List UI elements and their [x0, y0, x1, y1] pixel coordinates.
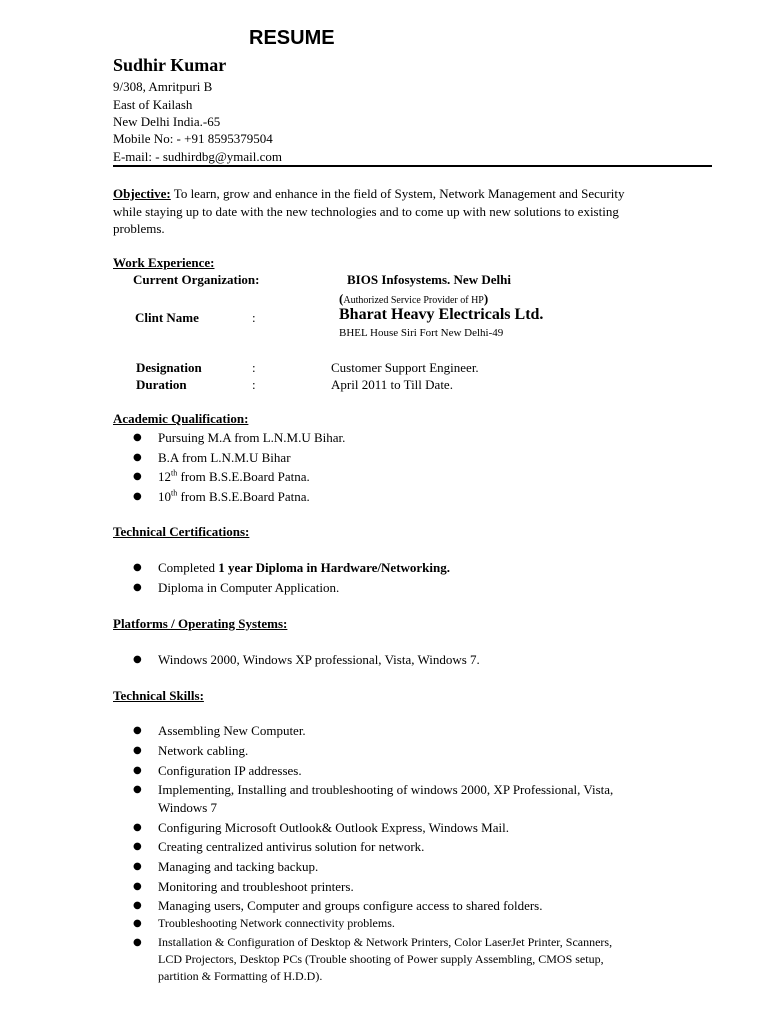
client-label: Clint Name [135, 310, 199, 325]
skill-item: Monitoring and troubleshoot printers. [158, 879, 354, 894]
skill-item-continued: LCD Projectors, Desktop PCs (Trouble shooting of Power supply Assembling, CMOS setup, [158, 952, 604, 966]
work-experience-heading: Work Experience: [113, 255, 215, 270]
designation-colon: : [252, 360, 256, 375]
certification-item: Completed 1 year Diploma in Hardware/Networking. [158, 560, 450, 575]
current-org-label: Current Organization: [133, 272, 260, 287]
skill-item-continued: Windows 7 [158, 800, 218, 815]
objective-text-1: To learn, grow and enhance in the field of System, Network Management and Security [170, 186, 625, 201]
bullet-icon: ● [133, 582, 142, 593]
skill-item-continued: partition & Formatting of H.D.D). [158, 969, 323, 983]
email-address: E-mail: - sudhirdbg@ymail.com [113, 149, 283, 164]
designation-value: Customer Support Engineer. [331, 360, 479, 375]
skills-heading: Technical Skills: [113, 688, 204, 703]
platforms-heading: Platforms / Operating Systems: [113, 616, 288, 631]
skill-item: Configuration IP addresses. [158, 763, 302, 778]
objective-line-3: problems. [113, 221, 165, 236]
objective-label: Objective: [113, 186, 171, 201]
mobile-number: Mobile No: - +91 8595379504 [113, 131, 273, 146]
certifications-heading: Technical Certifications: [113, 524, 250, 539]
bullet-icon: ● [133, 937, 142, 948]
bullet-icon: ● [133, 784, 142, 795]
certification-item: Diploma in Computer Application. [158, 580, 340, 595]
bullet-icon: ● [133, 918, 142, 929]
skill-item: Assembling New Computer. [158, 723, 306, 738]
academic-item: 10th from B.S.E.Board Patna. [158, 488, 310, 504]
skill-item: Network cabling. [158, 743, 249, 758]
bullet-icon: ● [133, 654, 142, 665]
skill-item: Troubleshooting Network connectivity problems. [158, 916, 395, 930]
objective-line-2: while staying up to date with the new technologies and to come up with new solutions to existing [113, 204, 619, 219]
objective-line-1 [113, 185, 624, 202]
bullet-icon: ● [133, 881, 142, 892]
address-line-2: East of Kailash [113, 97, 193, 112]
academic-heading: Academic Qualification: [113, 411, 249, 426]
skill-item: Implementing, Installing and troubleshooting of windows 2000, XP Professional, Vista, [158, 782, 614, 797]
client-address: BHEL House Siri Fort New Delhi-49 [339, 327, 504, 339]
header-divider [113, 165, 712, 167]
resume-title: RESUME [249, 27, 335, 49]
skill-item: Configuring Microsoft Outlook& Outlook Express, Windows Mail. [158, 820, 509, 835]
skill-item: Creating centralized antivirus solution for network. [158, 839, 425, 854]
address-line-3: New Delhi India.-65 [113, 114, 221, 129]
bullet-icon: ● [133, 432, 142, 443]
candidate-name: Sudhir Kumar [113, 55, 227, 75]
bullet-icon: ● [133, 841, 142, 852]
skill-item: Installation & Configuration of Desktop & Network Printers, Color LaserJet Printer, Scanners, [158, 935, 613, 949]
duration-colon: : [252, 377, 256, 392]
duration-label: Duration [136, 377, 187, 392]
academic-item: Pursuing M.A from L.N.M.U Bihar. [158, 430, 346, 445]
duration-value: April 2011 to Till Date. [331, 377, 453, 392]
designation-label: Designation [136, 360, 202, 375]
bullet-icon: ● [133, 861, 142, 872]
bullet-icon: ● [133, 745, 142, 756]
skill-item: Managing and tacking backup. [158, 859, 319, 874]
bullet-icon: ● [133, 765, 142, 776]
bullet-icon: ● [133, 725, 142, 736]
bullet-icon: ● [133, 900, 142, 911]
skill-item: Managing users, Computer and groups configure access to shared folders. [158, 898, 543, 913]
address-line-1: 9/308, Amritpuri B [113, 79, 213, 94]
client-value: Bharat Heavy Electricals Ltd. [339, 306, 544, 323]
bullet-icon: ● [133, 562, 142, 573]
academic-item: B.A from L.N.M.U Bihar [158, 450, 291, 465]
bullet-icon: ● [133, 471, 142, 482]
bullet-icon: ● [133, 452, 142, 463]
academic-item: 12th from B.S.E.Board Patna. [158, 468, 310, 484]
current-org-value: BIOS Infosystems. New Delhi [347, 272, 511, 287]
bullet-icon: ● [133, 822, 142, 833]
platform-item: Windows 2000, Windows XP professional, Vista, Windows 7. [158, 652, 480, 667]
bullet-icon: ● [133, 491, 142, 502]
authorized-note: (Authorized Service Provider of HP) [339, 291, 489, 306]
client-colon: : [252, 310, 256, 325]
